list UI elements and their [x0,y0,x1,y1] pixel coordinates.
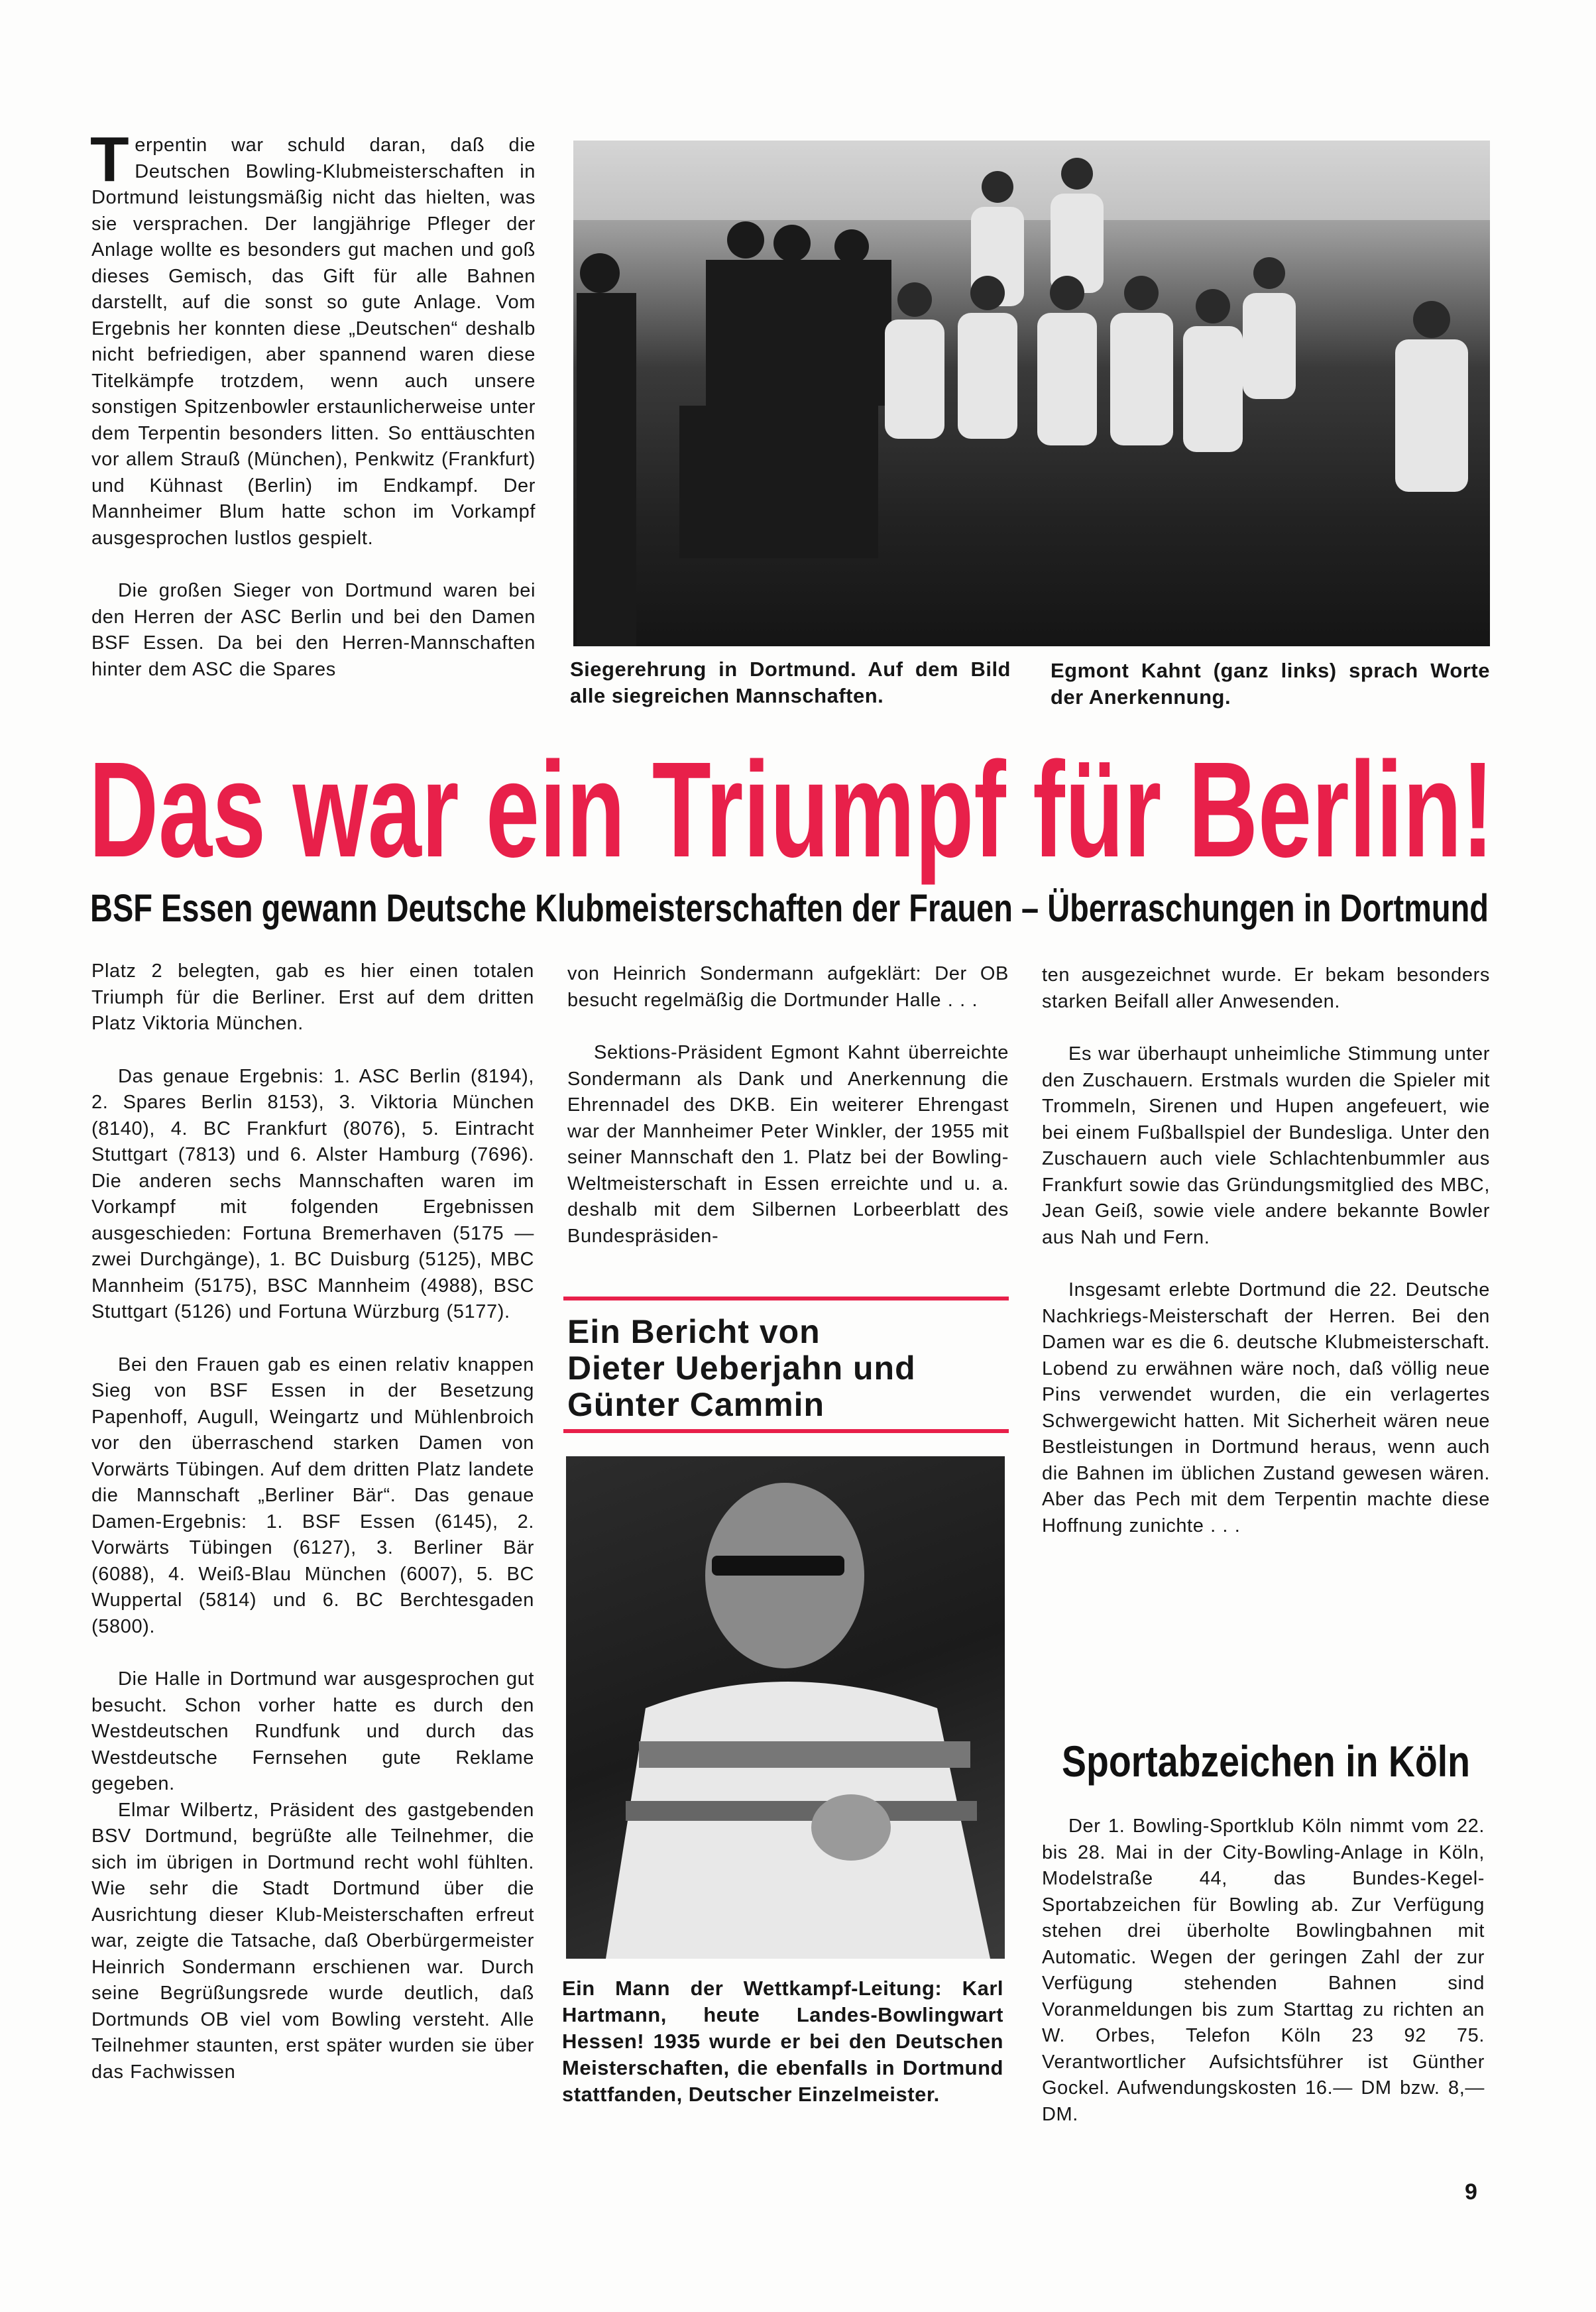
paragraph: Der 1. Bowling-Sportklub Köln nimmt vom 22. bis 28. Mai in der City-Bowling-Anlage in Köln, Modelstraße 44, das Bundes-Kegel-Sportabzeichen für Bowling ab. Zur Verfügung stehen drei überholte Bowlingbahnen mit Automatic. Wegen der geringen Zahl der zur Verfügung stehenden Bahnen sind Voranmeldungen bis zum Starttag zu richten an W. Orbes, Telefon Köln 23 92 75. Verantwortlicher Aufsichtsführer ist Günther Gockel. Aufwendungskosten 16.— DM bzw. 8,— DM. [1042,1816,1485,2125]
paragraph: Platz 2 belegten, gab es hier einen totalen Triumph für die Berliner. Erst auf dem dritten Platz Viktoria München. [91,960,534,1034]
divider-top [563,1297,1009,1300]
paragraph: Das genaue Ergebnis: 1. ASC Berlin (8194), 2. Spares Berlin 8153), 3. Viktoria München (8140), 4. BC Frankfurt (8076), 5. Eintracht Stuttgart (7813) und 6. Alster Hamburg (7696). Die anderen sechs Mannschaften waren im Vorkampf mit folgenden Ergebnissen ausgeschieden: Fortuna Bremerhaven (5175 — zwei Durchgänge), 1. BC Duisburg (5125), MBC Mannheim (5175), BSC Mannheim (4988), BSC Stuttgart (5126) und Fortuna Würzburg (5177). [91,1065,534,1322]
paragraph: Bei den Frauen gab es einen relativ knappen Sieg von BSF Essen in der Besetzung Papenhoff, Augull, Weingartz und Mühlenbroich vor den überraschend starken Damen von Vorwärts Tübingen. Auf dem dritten Platz landete die Mannschaft „Berliner Bär“. Das genaue Damen-Ergebnis: 1. BSF Essen (6145), 2. Vorwärts Tübingen (6127), 3. Berliner Bär (6088), 4. Weiß-Blau München (6007), 5. BC Wuppertal (5814) und 6. BC Berchtesgaden (5800). [91,1354,534,1637]
intro-paragraph-2: Die großen Sieger von Dortmund waren bei den Herren der ASC Berlin und bei den Damen BSF Essen. Da bei den Herren-Mannschaften hinter dem ASC die Spares [91,580,536,680]
photo-karl-hartmann [566,1456,1005,1959]
article-column-2 [567,961,1009,1249]
sidebar-title-text: Sportabzeichen in Köln [1062,1737,1470,1786]
intro-paragraph: Terpentin war schuld daran, daß die Deutschen Bowling-Klubmeisterschaften in Dortmund leistungsmäßig nicht das hielten, was sie versprachen. Der langjährige Pfleger der Anlage wollte es besonders gut machen und goß dieses Gemisch, das Gift für alle Bahnen darstellt, auf die sonst so gute Anlage. Vom Ergebnis her konnten diese „Deutschen“ deshalb nicht befriedigen, aber spannend waren diese Titelkämpfe trotzdem, wenn auch unsere sonstigen Spitzenbowler erstaunlicherweise unter dem Terpentin besonders litten. So enttäuschten vor allem Strauß (München), Penkwitz (Frankfurt) und Kühnast (Berlin) im Endkampf. Der Mannheimer Blum hatte schon im Vorkampf ausgesprochen lustlos gespielt. [90,124,536,549]
page-number: 9 [1465,2179,1477,2205]
paragraph: Die Halle in Dortmund war ausgesprochen gut besucht. Schon vorher hatte es durch den Westdeutschen Rundfunk und durch das Westdeutsche Fernsehen gute Reklame gegeben. [91,1668,534,1794]
photo-caption-left: Siegerehrung in Dortmund. Auf dem Bild alle siegreichen Mannschaften. [570,658,1011,707]
intro-column [90,124,536,683]
sidebar-text [1042,1814,1485,2128]
byline-line: Günter Cammin [567,1386,825,1423]
byline-line: Ein Bericht von [567,1313,821,1350]
photo-figures [573,141,1490,646]
paragraph: Es war überhaupt unheimliche Stimmung unter den Zuschauern. Erstmals wurden die Spieler mit Trommeln, Sirenen und Hupen angefeuert, wie bei einem Fußballspiel der Bundesliga. Unter den Zuschauern auch viele Schlachtenbummler aus Frankfurt sowie das Gründungsmitglied des MBC, Jean Geiß, sowie viele andere bekannte Bowler aus Nah und Fern. [1042,1043,1490,1248]
article-column-1 [91,958,534,2085]
portrait-figure [566,1456,1005,1959]
subheadline-text: BSF Essen gewann Deutsche Klubmeisterschaften der Frauen – Überraschungen in Dortmund [90,887,1489,930]
paragraph: Elmar Wilbertz, Präsident des gastgebenden BSV Dortmund, begrüßte alle Teilnehmer, die sich im übrigen in Dortmund recht wohl fühlten. Wie sehr die Stadt Dortmund über die Ausrichtung dieser Klub-Meisterschaften erfreut war, zeigte die Tatsache, daß Oberbürgermeister Heinrich Sondermann erschienen war. Durch seine Begrüßungsrede wurde deutlich, daß Dortmunds OB viel vom Bowling versteht. Alle Teilnehmer staunten, erst später wurden sie über das Fachwissen [91,1799,534,2083]
headline-text: Das war ein Triumpf für Berlin! [89,734,1494,886]
headline [85,729,1503,886]
sidebar-title [1054,1730,1485,1790]
drop-cap: T [90,124,130,195]
byline [567,1314,1009,1423]
paragraph: Sektions-Präsident Egmont Kahnt überreichte Sondermann als Dank und Anerkennung die Ehrennadel des DKB. Ein weiterer Ehrengast war der Mannheimer Peter Winkler, der 1955 mit seiner Mannschaft den 1. Platz bei der Bowling-Weltmeisterschaft in Essen erreichte und u. a. deshalb mit dem Silbernen Lorbeerblatt des Bundespräsiden- [567,1042,1009,1247]
photo-award-ceremony [573,141,1490,646]
paragraph: ten ausgezeichnet wurde. Er bekam besonders starken Beifall aller Anwesenden. [1042,964,1490,1012]
paragraph: Insgesamt erlebte Dortmund die 22. Deutsche Nachkriegs-Meisterschaft der Herren. Bei den Damen war es die 6. deutsche Klubmeisterschaft. Lobend zu erwähnen wäre noch, daß völlig neue Pins verwendet wurden, die ein verlagertes Schwergewicht hatten. Mit Sicherheit wären neue Bestleistungen in Dortmund heraus, wenn auch die Bahnen im üblichen Zustand gewesen wären. Aber das Pech mit dem Terpentin machte diese Hoffnung zunichte . . . [1042,1279,1490,1536]
divider-bottom [563,1429,1009,1433]
portrait-caption: Ein Mann der Wettkampf-Leitung: Karl Hartmann, heute Landes-Bowlingwart Hessen! 1935 wurde er bei den Deutschen Meisterschaften, die ebenfalls in Dortmund stattfanden, Deutscher Einzelmeister. [562,1977,1003,2106]
subheadline [86,880,1498,933]
photo-caption-right: Egmont Kahnt (ganz links) sprach Worte der Anerkennung. [1051,659,1490,709]
paragraph: von Heinrich Sondermann aufgeklärt: Der OB besucht regelmäßig die Dortmunder Halle . . . [567,963,1009,1011]
article-column-3 [1042,962,1490,1539]
byline-line: Dieter Ueberjahn und [567,1350,916,1387]
